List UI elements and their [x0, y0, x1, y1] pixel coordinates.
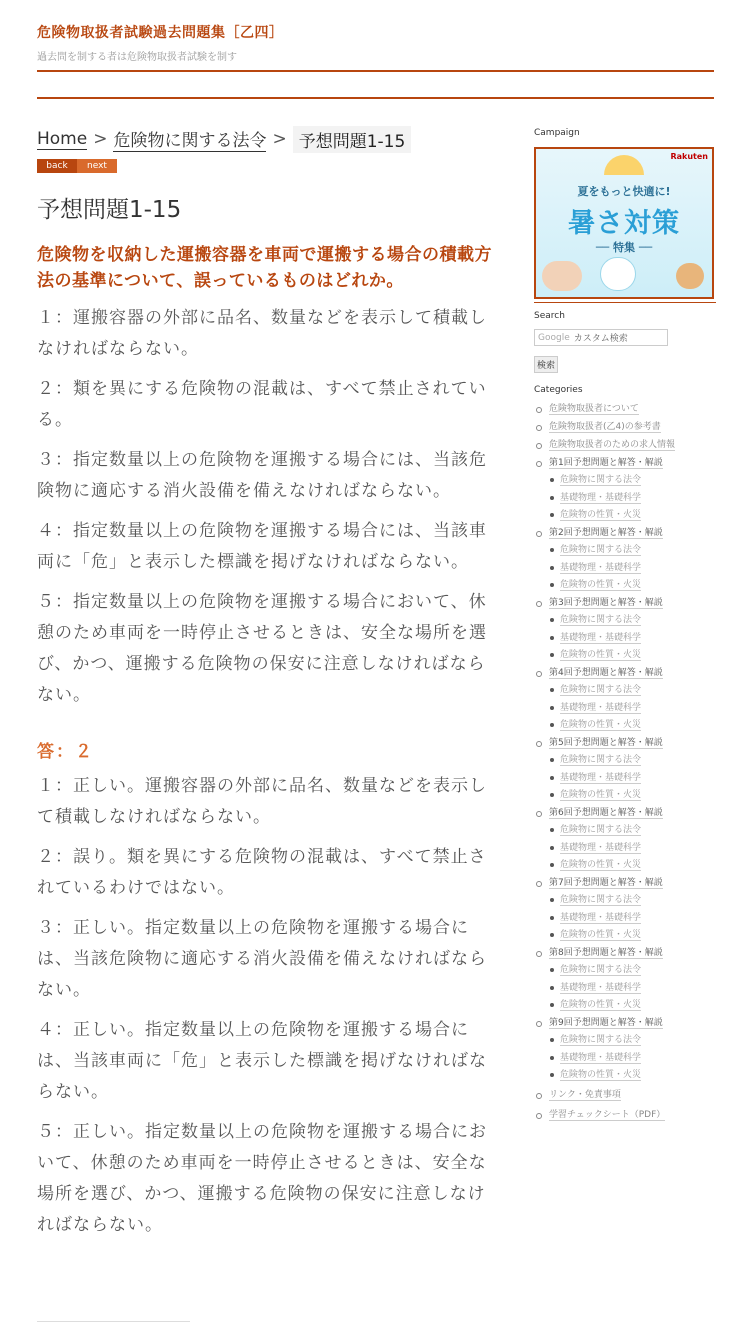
- category-group-link[interactable]: 第2回予想問題と解答・解説: [549, 528, 663, 538]
- subcategory-item: [549, 562, 716, 574]
- subcategory-link[interactable]: 危険物の性質・火災: [560, 510, 642, 520]
- category-item: [534, 421, 716, 433]
- category-group: [534, 457, 716, 521]
- subcategory-link[interactable]: 基礎物理・基礎科学: [560, 842, 642, 853]
- subcategory-list: [549, 1034, 716, 1081]
- subcategory-item: [549, 509, 716, 521]
- category-group: [534, 947, 716, 1011]
- choice-item: ３：指定数量以上の危険物を運搬する場合には、当該危険物に適応する消火設備を備えなければならない。: [37, 450, 487, 501]
- subcategory-item: [549, 999, 716, 1011]
- search-input[interactable]: [534, 329, 668, 346]
- post-pager: [37, 159, 497, 173]
- subcategory-item: [549, 982, 716, 994]
- breadcrumb-category-link[interactable]: 危険物に関する法令: [113, 126, 266, 152]
- bear-illustration: [600, 257, 636, 291]
- breadcrumb-home-link[interactable]: Home: [37, 128, 88, 149]
- categories-title: Categories: [534, 385, 583, 395]
- subcategory-item: [549, 474, 716, 486]
- breadcrumb: [37, 126, 497, 152]
- choice-item: ２：類を異にする危険物の混載は、すべて禁止されている。: [37, 379, 487, 430]
- choice-item: １：運搬容器の外部に品名、数量などを表示して積載しなければならない。: [37, 308, 487, 359]
- subcategory-link[interactable]: 危険物に関する法令: [560, 895, 642, 905]
- subcategory-item: [549, 579, 716, 591]
- subcategory-item: [549, 859, 716, 871]
- subcategory-link[interactable]: 危険物に関する法令: [560, 965, 642, 975]
- subcategory-item: [549, 754, 716, 766]
- subcategory-link[interactable]: 危険物の性質・火災: [560, 1000, 642, 1010]
- campaign-title: Campaign: [534, 128, 580, 138]
- dog-illustration: [676, 263, 704, 289]
- explanation-item: ４：正しい。指定数量以上の危険物を運搬する場合には、当該車両に「危」と表示した標識を掲げなければならない。: [37, 1020, 487, 1102]
- subcategory-list: [549, 614, 716, 661]
- category-group-link[interactable]: 第6回予想問題と解答・解説: [549, 808, 663, 818]
- subcategory-item: [549, 492, 716, 504]
- subcategory-link[interactable]: 危険物に関する法令: [560, 615, 642, 625]
- search-placeholder: カスタム検索: [573, 334, 628, 344]
- banner-headline: 暑さ対策: [568, 208, 680, 239]
- explanation-item: ３：正しい。指定数量以上の危険物を運搬する場合には、当該危険物に適応する消火設備を備えなければならない。: [37, 918, 487, 1000]
- subcategory-link[interactable]: 危険物に関する法令: [560, 685, 642, 695]
- subcategory-list: [549, 754, 716, 801]
- next-button[interactable]: next: [77, 159, 117, 173]
- subcategory-link[interactable]: 基礎物理・基礎科学: [560, 912, 642, 923]
- subcategory-link[interactable]: 危険物の性質・火災: [560, 650, 642, 660]
- category-item: [534, 439, 716, 451]
- subcategory-item: [549, 842, 716, 854]
- subcategory-item: [549, 719, 716, 731]
- question-text: 危険物を収納した運搬容器を車両で運搬する場合の積載方法の基準について、誤っているものはどれか。: [37, 245, 492, 291]
- subcategory-item: [549, 1069, 716, 1081]
- explanation-item: １：正しい。運搬容器の外部に品名、数量などを表示して積載しなければならない。: [37, 776, 487, 827]
- category-group: [534, 1017, 716, 1081]
- category-link[interactable]: 危険物取扱者のための求人情報: [549, 440, 676, 450]
- subcategory-link[interactable]: 基礎物理・基礎科学: [560, 982, 642, 993]
- answer-label: 答：２: [37, 742, 94, 762]
- sun-icon: [604, 155, 644, 175]
- subcategory-link[interactable]: 基礎物理・基礎科学: [560, 772, 642, 783]
- site-description: 過去問を制する者は危険物取扱者試験を制す: [37, 52, 237, 63]
- category-link[interactable]: リンク・免責事項: [549, 1090, 621, 1100]
- subcategory-link[interactable]: 危険物の性質・火災: [560, 580, 642, 590]
- choice-item: ５：指定数量以上の危険物を運搬する場合において、休憩のため車両を一時停止させるときは、安全な場所を選び、かつ、運搬する危険物の保安に注意しなければならない。: [37, 592, 487, 705]
- footer-divider: [37, 1321, 190, 1322]
- subcategory-link[interactable]: 危険物の性質・火災: [560, 930, 642, 940]
- breadcrumb-separator: >: [93, 129, 108, 149]
- category-group-link[interactable]: 第5回予想問題と解答・解説: [549, 738, 663, 748]
- subcategory-item: [549, 1034, 716, 1046]
- subcategory-item: [549, 824, 716, 836]
- category-list: [534, 403, 716, 1121]
- subcategory-item: [549, 1052, 716, 1064]
- category-group-link[interactable]: 第9回予想問題と解答・解説: [549, 1018, 663, 1028]
- subcategory-link[interactable]: 基礎物理・基礎科学: [560, 702, 642, 713]
- subcategory-link[interactable]: 危険物の性質・火災: [560, 790, 642, 800]
- category-link[interactable]: 危険物取扱者(乙4)の参考書: [549, 422, 661, 432]
- subcategory-link[interactable]: 危険物に関する法令: [560, 755, 642, 765]
- subcategory-item: [549, 684, 716, 696]
- subcategory-link[interactable]: 基礎物理・基礎科学: [560, 632, 642, 643]
- category-group: [534, 597, 716, 661]
- header-divider: [37, 70, 714, 72]
- post-title: 予想問題1-15: [37, 197, 182, 223]
- category-group-link[interactable]: 第7回予想問題と解答・解説: [549, 878, 663, 888]
- subcategory-item: [549, 912, 716, 924]
- nav-divider: [37, 97, 714, 99]
- back-button[interactable]: back: [37, 159, 77, 173]
- subcategory-item: [549, 544, 716, 556]
- category-item: [534, 1089, 716, 1101]
- category-group-link[interactable]: 第8回予想問題と解答・解説: [549, 948, 663, 958]
- subcategory-link[interactable]: 危険物に関する法令: [560, 825, 642, 835]
- subcategory-list: [549, 824, 716, 871]
- google-logo: Google: [538, 332, 570, 343]
- subcategory-link[interactable]: 危険物の性質・火災: [560, 860, 642, 870]
- subcategory-link[interactable]: 危険物に関する法令: [560, 1035, 642, 1045]
- subcategory-item: [549, 614, 716, 626]
- sidebar-divider: [534, 302, 716, 303]
- person-illustration: [542, 261, 582, 291]
- campaign-banner[interactable]: [534, 147, 714, 299]
- category-group: [534, 527, 716, 591]
- subcategory-item: [549, 632, 716, 644]
- category-group: [534, 737, 716, 801]
- subcategory-list: [549, 544, 716, 591]
- category-group-link[interactable]: 第3回予想問題と解答・解説: [549, 598, 663, 608]
- breadcrumb-current: 予想問題1-15: [293, 126, 412, 153]
- category-link[interactable]: 学習チェックシート（PDF）: [549, 1110, 666, 1120]
- subcategory-link[interactable]: 危険物の性質・火災: [560, 720, 642, 730]
- subcategory-link[interactable]: 危険物に関する法令: [560, 475, 642, 485]
- explanation-item: ５：正しい。指定数量以上の危険物を運搬する場合において、休憩のため車両を一時停止させるときは、安全な場所を選び、かつ、運搬する危険物の保安に注意しなければならない。: [37, 1122, 487, 1235]
- subcategory-list: [549, 474, 716, 521]
- subcategory-item: [549, 894, 716, 906]
- explanation-item: ２：誤り。類を異にする危険物の混載は、すべて禁止されているわけではない。: [37, 847, 487, 898]
- category-group-link[interactable]: 第4回予想問題と解答・解説: [549, 668, 663, 678]
- subcategory-item: [549, 789, 716, 801]
- subcategory-list: [549, 684, 716, 731]
- banner-subline: ── 特集 ──: [595, 241, 653, 254]
- subcategory-item: [549, 772, 716, 784]
- category-group-link[interactable]: 第1回予想問題と解答・解説: [549, 458, 663, 468]
- category-link[interactable]: 危険物取扱者について: [549, 404, 639, 414]
- category-item: [534, 403, 716, 415]
- subcategory-item: [549, 702, 716, 714]
- sidebar: [534, 128, 716, 1127]
- subcategory-list: [549, 894, 716, 941]
- subcategory-link[interactable]: 基礎物理・基礎科学: [560, 492, 642, 503]
- subcategory-item: [549, 649, 716, 661]
- site-title[interactable]: 危険物取扱者試験過去問題集［乙四］: [37, 25, 284, 41]
- category-item: [534, 1109, 716, 1121]
- subcategory-item: [549, 964, 716, 976]
- subcategory-list: [549, 964, 716, 1011]
- main-content: [37, 126, 497, 1241]
- category-group: [534, 877, 716, 941]
- subcategory-link[interactable]: 基礎物理・基礎科学: [560, 562, 642, 573]
- banner-tagline: 夏をもっと快適に!: [577, 185, 671, 198]
- site-header: [37, 22, 714, 63]
- choice-item: ４：指定数量以上の危険物を運搬する場合には、当該車両に「危」と表示した標識を掲げなければならない。: [37, 521, 487, 572]
- breadcrumb-separator: >: [272, 129, 287, 149]
- category-group: [534, 807, 716, 871]
- rakuten-logo: Rakuten: [670, 152, 708, 161]
- subcategory-link[interactable]: 危険物の性質・火災: [560, 1070, 642, 1080]
- search-button[interactable]: 検索: [534, 356, 558, 373]
- subcategory-item: [549, 929, 716, 941]
- subcategory-link[interactable]: 危険物に関する法令: [560, 545, 642, 555]
- subcategory-link[interactable]: 基礎物理・基礎科学: [560, 1052, 642, 1063]
- category-group: [534, 667, 716, 731]
- search-title: Search: [534, 311, 565, 321]
